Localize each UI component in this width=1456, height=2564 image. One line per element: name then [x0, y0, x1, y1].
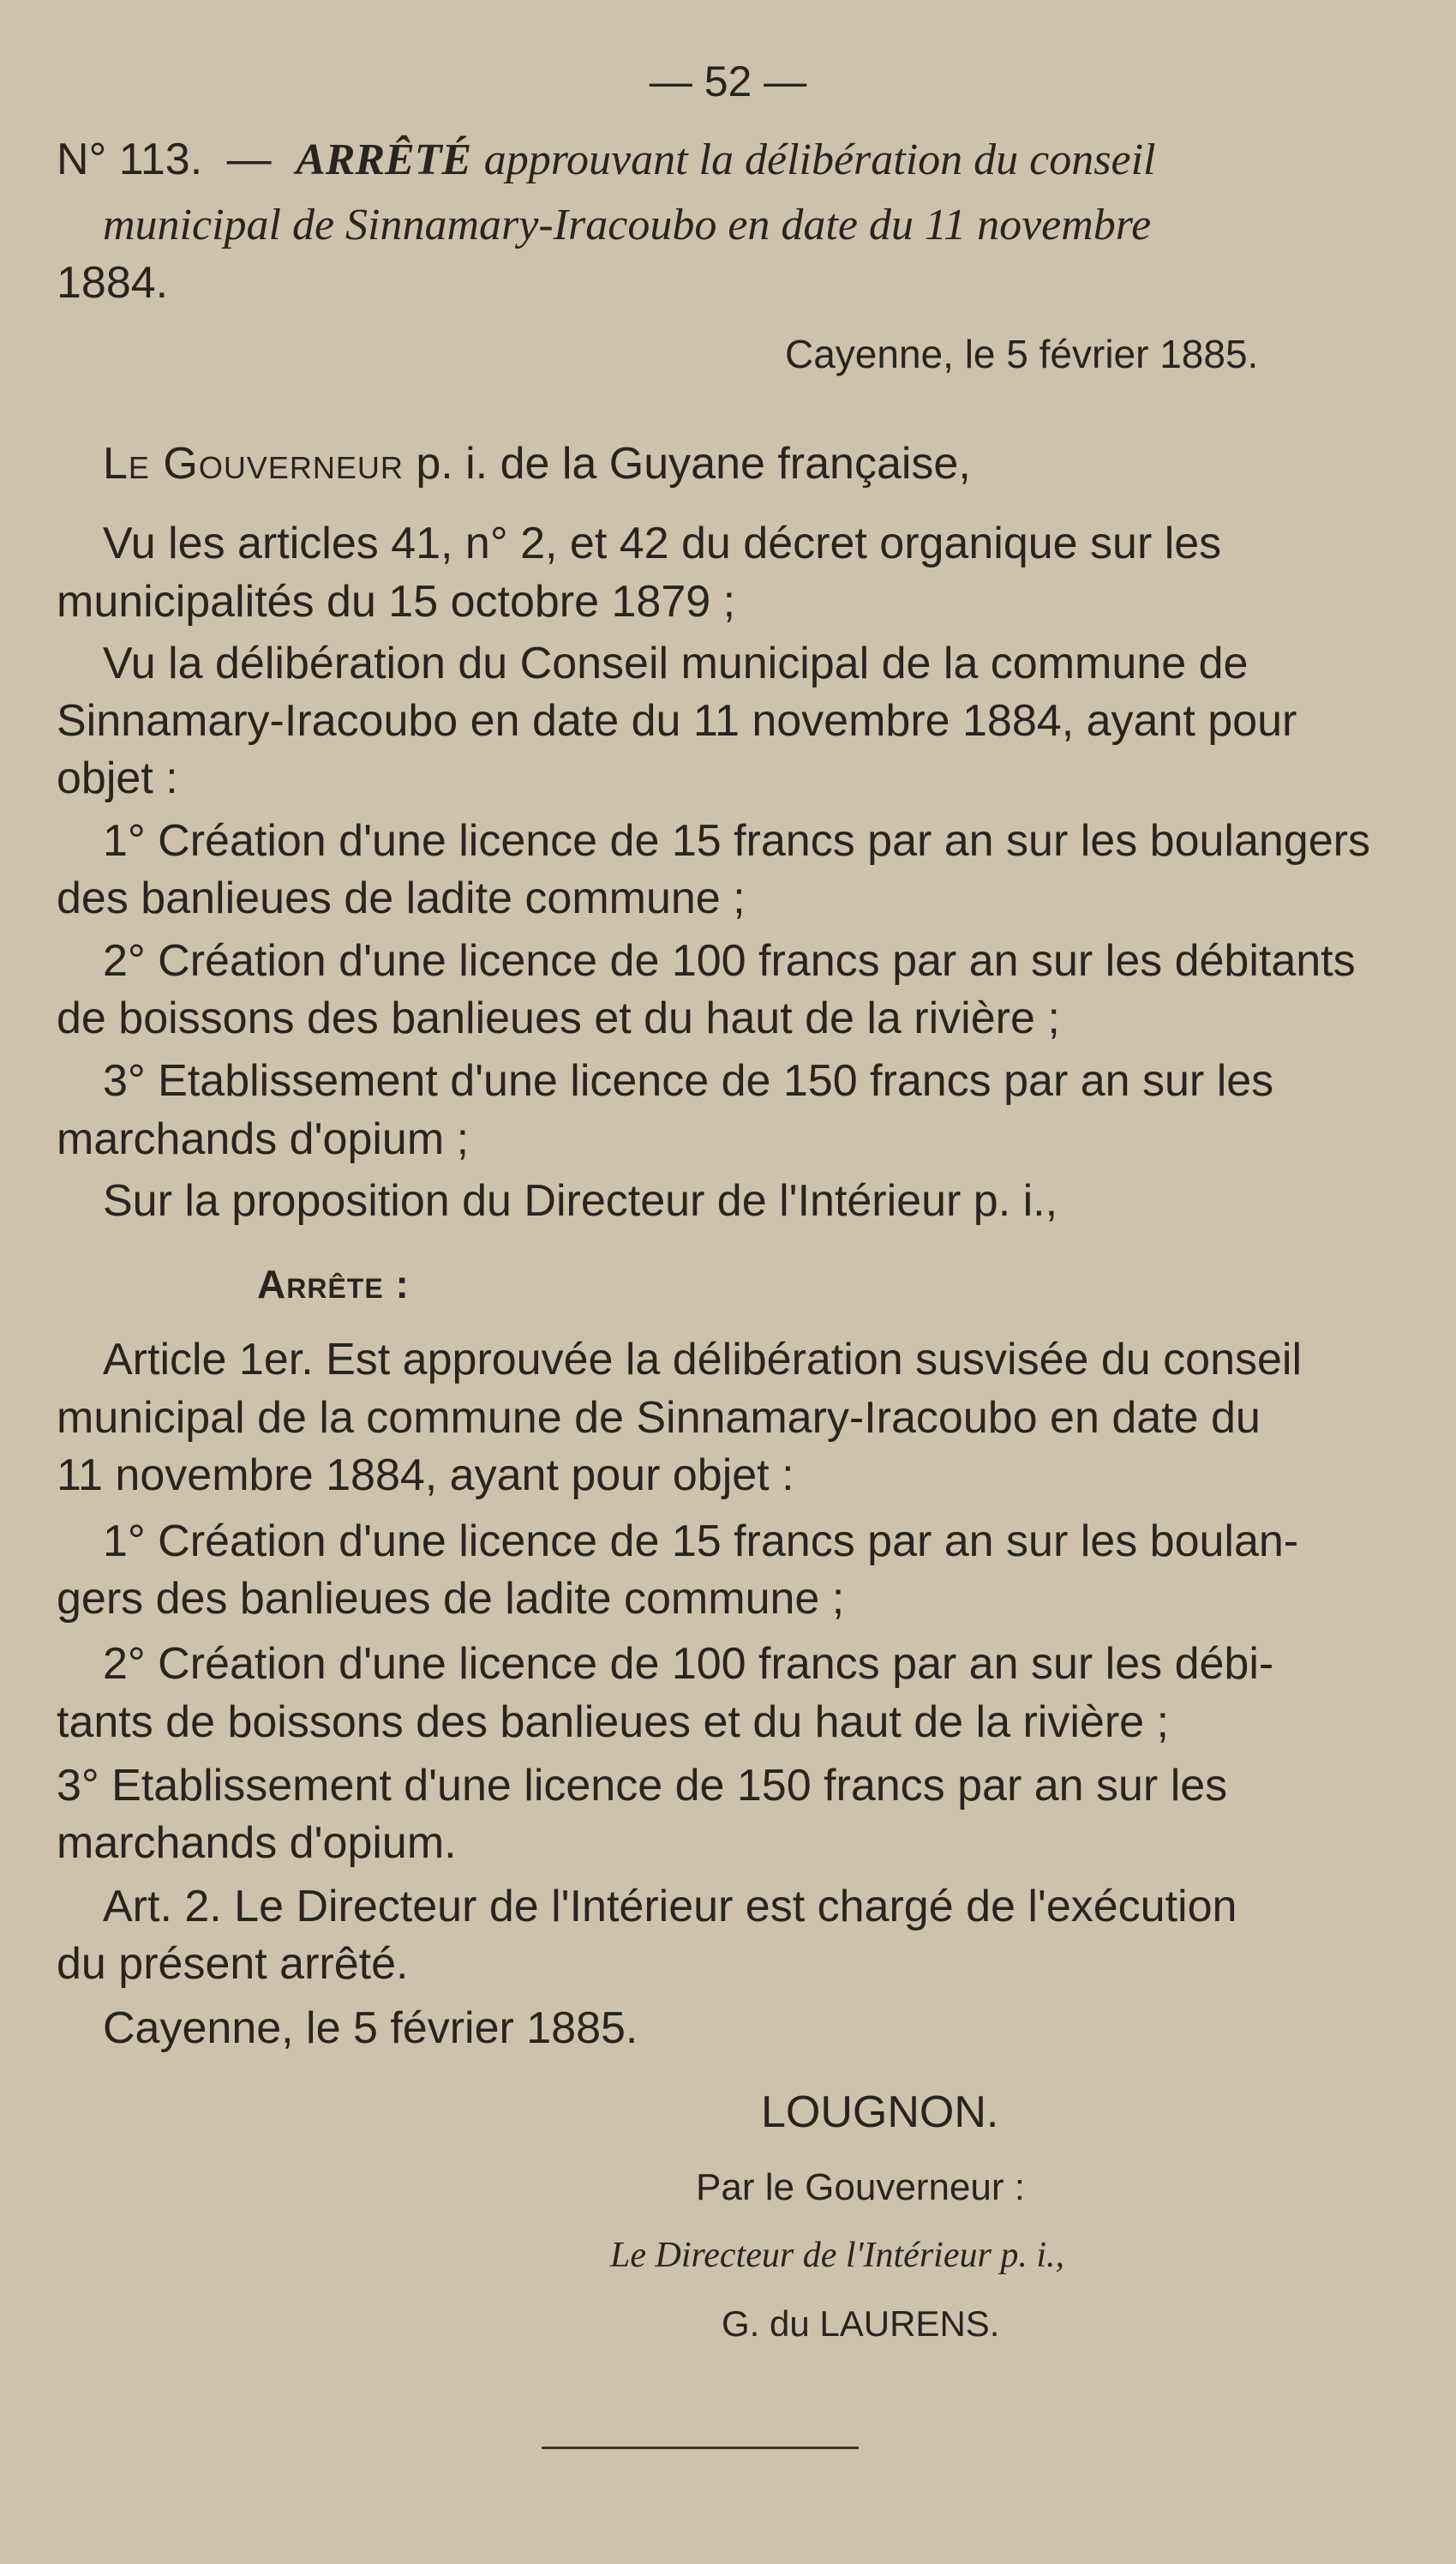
- consideration-line: Sinnamary-Iracoubo en date du 11 novembre 1884, ayant pour: [57, 696, 1297, 746]
- consideration-line: marchands d'opium ;: [57, 1114, 470, 1164]
- article-line: marchands d'opium.: [57, 1818, 457, 1868]
- decree-title-bold: ARRÊTÉ: [296, 135, 472, 184]
- consideration-line: de boissons des banlieues et du haut de la rivière ;: [57, 994, 1060, 1043]
- article-line: 3° Etablissement d'une licence de 150 francs par an sur les: [57, 1761, 1228, 1810]
- governor-title: Le Gouverneur: [103, 439, 404, 489]
- governor-rest: p. i. de la Guyane française,: [416, 439, 971, 489]
- page-number: — 52 —: [649, 57, 807, 105]
- governor-signature: LOUGNON.: [761, 2087, 999, 2137]
- article-line: Article 1er. Est approuvée la délibération susvisée du conseil: [103, 1335, 1303, 1384]
- article-line: tants de boissons des banlieues et du haut de la rivière ;: [57, 1697, 1169, 1747]
- decree-heading-line-1: [57, 137, 1155, 183]
- governor-intro: [103, 439, 971, 489]
- decree-heading-line-3: 1884.: [57, 258, 169, 308]
- signature-role: Le Directeur de l'Intérieur p. i.,: [610, 2236, 1064, 2275]
- article-line: Cayenne, le 5 février 1885.: [103, 2003, 638, 2053]
- heading-dash: —: [226, 135, 272, 184]
- closing-rule: [542, 2447, 859, 2449]
- signature-signer: G. du LAURENS.: [722, 2303, 1000, 2344]
- consideration-line: des banlieues de ladite commune ;: [57, 874, 746, 923]
- article-line: 1° Création d'une licence de 15 francs par an sur les boulan-: [103, 1516, 1299, 1566]
- dateline: Cayenne, le 5 février 1885.: [785, 332, 1259, 376]
- consideration-line: Vu les articles 41, n° 2, et 42 du décret organique sur les: [103, 519, 1222, 568]
- article-line: municipal de la commune de Sinnamary-Iracoubo en date du: [57, 1393, 1261, 1443]
- signature-by: Par le Gouverneur :: [696, 2166, 1025, 2208]
- consideration-line: municipalités du 15 octobre 1879 ;: [57, 577, 736, 627]
- article-line: du présent arrêté.: [57, 1939, 409, 1989]
- consideration-line: Sur la proposition du Directeur de l'Intérieur p. i.,: [103, 1176, 1058, 1226]
- article-line: Art. 2. Le Directeur de l'Intérieur est chargé de l'exécution: [103, 1882, 1237, 1931]
- decree-number: N° 113.: [57, 135, 203, 184]
- decree-heading-line-2: municipal de Sinnamary-Iracoubo en date du 11 novembre: [103, 201, 1152, 249]
- decree-title-rest: approuvant la délibération du conseil: [483, 135, 1156, 184]
- article-line: 11 novembre 1884, ayant pour objet :: [57, 1450, 794, 1500]
- article-line: 2° Création d'une licence de 100 francs par an sur les débi-: [103, 1639, 1274, 1689]
- consideration-line: 3° Etablissement d'une licence de 150 francs par an sur les: [103, 1056, 1274, 1106]
- article-line: gers des banlieues de ladite commune ;: [57, 1574, 845, 1624]
- arrete-label: Arrête :: [257, 1262, 410, 1306]
- consideration-line: objet :: [57, 754, 178, 803]
- consideration-line: 1° Création d'une licence de 15 francs par an sur les boulangers: [103, 816, 1370, 866]
- consideration-line: Vu la délibération du Conseil municipal de la commune de: [103, 639, 1249, 688]
- consideration-line: 2° Création d'une licence de 100 francs par an sur les débitants: [103, 936, 1356, 986]
